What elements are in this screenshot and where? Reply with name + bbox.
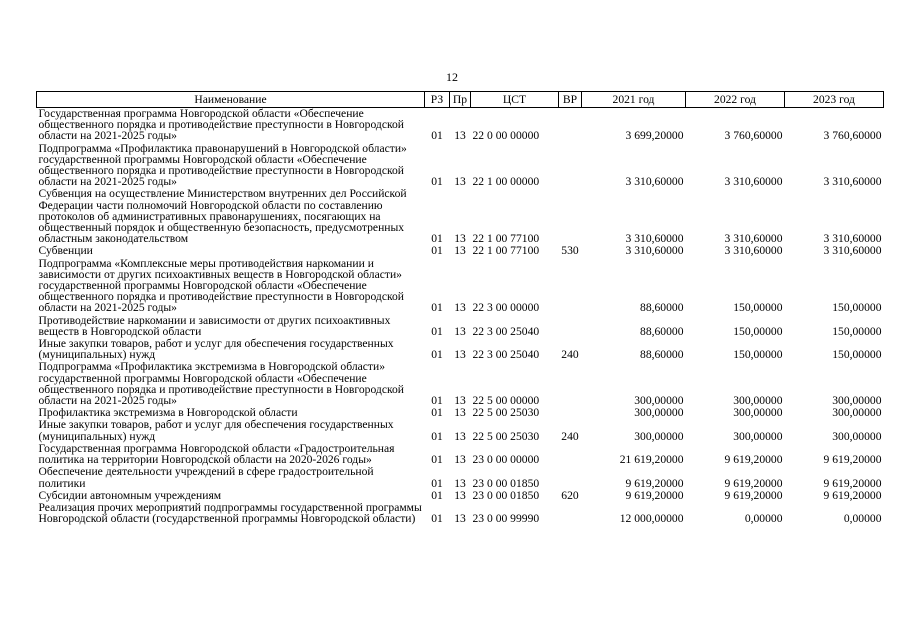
- row-rz: 01: [431, 512, 443, 526]
- row-name: Иные закупки товаров, работ и услуг для обеспечения государственных (муниципальных) нужд: [38, 418, 394, 443]
- row-2022: 300,00000: [733, 406, 783, 420]
- row-pr: 13: [454, 394, 466, 408]
- row-pr: 13: [454, 129, 466, 143]
- row-2021: 9 619,20000: [625, 488, 684, 502]
- row-pr: 13: [454, 406, 466, 420]
- row-name: Иные закупки товаров, работ и услуг для обеспечения государственных (муниципальных) нужд: [38, 337, 394, 362]
- row-2021: 3 699,20000: [625, 129, 684, 143]
- row-2023: 3 310,60000: [823, 244, 882, 258]
- row-pr: 13: [454, 244, 466, 258]
- header-vr: ВР: [559, 92, 582, 108]
- row-cst: 22 1 00 00000: [472, 175, 540, 189]
- budget-table: [36, 91, 884, 525]
- row-2021: 9 619,20000: [625, 476, 684, 490]
- row-name: Субвенции: [38, 244, 93, 258]
- row-pr: 13: [454, 476, 466, 490]
- row-2022: 300,00000: [733, 394, 783, 408]
- row-rz: 01: [431, 476, 443, 490]
- row-cst: 23 0 00 01850: [472, 488, 540, 502]
- row-2023: 9 619,20000: [823, 453, 882, 467]
- table-row: [37, 143, 884, 189]
- row-pr: 13: [454, 348, 466, 362]
- header-2023: 2023 год: [785, 92, 884, 108]
- row-name: Субсидии автономным учреждениям: [38, 488, 222, 502]
- row-cst: 23 0 00 01850: [472, 476, 540, 490]
- row-2021: 3 310,60000: [625, 175, 684, 189]
- row-rz: 01: [431, 453, 443, 467]
- row-2023: 150,00000: [832, 348, 882, 362]
- header-rz: РЗ: [425, 92, 450, 108]
- row-rz: 01: [431, 175, 443, 189]
- row-vr: [559, 258, 582, 315]
- row-2021: 21 619,20000: [619, 453, 684, 467]
- table-row: [37, 419, 884, 442]
- row-name: Подпрограмма «Профилактика правонарушений в Новгородской области» государственной программы Новгородской области «Обеспечение общественного порядка и противодействие преступности в Новгородской области на 2021-2025 годы»: [38, 141, 407, 189]
- row-pr: 13: [454, 453, 466, 467]
- row-2023: 300,00000: [832, 429, 882, 443]
- row-2021: 300,00000: [634, 406, 684, 420]
- row-2023: 3 310,60000: [823, 232, 882, 246]
- row-rz: 01: [431, 406, 443, 420]
- row-2022: 150,00000: [733, 301, 783, 315]
- row-cst: 22 3 00 25040: [472, 348, 540, 362]
- row-2023: 150,00000: [832, 301, 882, 315]
- row-pr: 13: [454, 175, 466, 189]
- row-vr: [559, 502, 582, 525]
- row-cst: 23 0 00 99990: [472, 512, 540, 526]
- row-cst: 22 5 00 25030: [472, 429, 540, 443]
- row-pr: 13: [454, 324, 466, 338]
- row-2022: 0,00000: [744, 512, 783, 526]
- table-row: [37, 338, 884, 361]
- row-2022: 3 310,60000: [724, 175, 783, 189]
- row-vr: [559, 315, 582, 338]
- row-pr: 13: [454, 301, 466, 315]
- table-header-row: [37, 92, 884, 108]
- row-2021: 88,60000: [640, 301, 684, 315]
- row-name: Реализация прочих мероприятий подпрограммы государственной программы Новгородской области (государственной программы Новгородской области): [38, 500, 422, 526]
- row-vr: [559, 143, 582, 189]
- row-vr: 620: [561, 488, 579, 502]
- row-2023: 300,00000: [832, 394, 882, 408]
- row-cst: 22 0 00 00000: [472, 129, 540, 143]
- row-vr: [559, 108, 582, 143]
- row-2022: 9 619,20000: [724, 453, 783, 467]
- row-2023: 9 619,20000: [823, 476, 882, 490]
- row-2022: 3 310,60000: [724, 244, 783, 258]
- row-rz: 01: [431, 244, 443, 258]
- row-2022: 300,00000: [733, 429, 783, 443]
- row-cst: 22 3 00 25040: [472, 324, 540, 338]
- row-cst: 22 5 00 00000: [472, 394, 540, 408]
- table-row: [37, 108, 884, 143]
- row-2021: 300,00000: [634, 429, 684, 443]
- row-vr: 240: [561, 348, 579, 362]
- row-pr: 13: [454, 512, 466, 526]
- row-2022: 3 760,60000: [724, 129, 783, 143]
- row-cst: 22 5 00 25030: [472, 406, 540, 420]
- header-pr: Пр: [450, 92, 471, 108]
- row-2022: 150,00000: [733, 348, 783, 362]
- row-2023: 3 310,60000: [823, 175, 882, 189]
- row-2023: 9 619,20000: [823, 488, 882, 502]
- row-rz: 01: [431, 429, 443, 443]
- row-cst: 22 3 00 00000: [472, 301, 540, 315]
- row-rz: 01: [431, 348, 443, 362]
- table-row: [37, 258, 884, 315]
- row-2021: 12 000,00000: [619, 512, 684, 526]
- row-rz: 01: [431, 129, 443, 143]
- table-row: [37, 188, 884, 245]
- row-vr: [559, 443, 582, 466]
- row-2022: 9 619,20000: [724, 488, 783, 502]
- header-cst: ЦСТ: [471, 92, 559, 108]
- row-rz: 01: [431, 324, 443, 338]
- row-2021: 300,00000: [634, 394, 684, 408]
- table-row: [37, 466, 884, 489]
- row-name: Противодействие наркомании и зависимости от других психоактивных веществ в Новгородской области: [38, 313, 391, 338]
- row-rz: 01: [431, 394, 443, 408]
- row-2023: 0,00000: [843, 512, 882, 526]
- row-pr: 13: [454, 488, 466, 502]
- row-2022: 9 619,20000: [724, 476, 783, 490]
- page-number: 12: [446, 70, 458, 84]
- row-vr: [559, 407, 582, 419]
- row-vr: [559, 361, 582, 407]
- row-pr: 13: [454, 232, 466, 246]
- table-row: [37, 361, 884, 407]
- row-2021: 88,60000: [640, 324, 684, 338]
- row-name: Обеспечение деятельности учреждений в сфере градостроительной политики: [38, 465, 374, 490]
- row-2023: 3 760,60000: [823, 129, 882, 143]
- header-2021: 2021 год: [582, 92, 686, 108]
- table-row: [37, 502, 884, 525]
- row-name: Подпрограмма «Профилактика экстремизма в Новгородской области» государственной программы Новгородской области «Обеспечение общественного порядка и противодействие преступности в Новгородской области на 2021-2025 годы»: [38, 360, 405, 408]
- row-2023: 300,00000: [832, 406, 882, 420]
- row-name: Государственная программа Новгородской области «Обеспечение общественного порядка и противодействие преступности в Новгородской области на 2021-2025 годы»: [38, 107, 405, 143]
- row-rz: 01: [431, 232, 443, 246]
- row-name: Подпрограмма «Комплексные меры противодействия наркомании и зависимости от других психоактивных веществ в Новгородской области» государственной программы Новгородской области «Обеспечение общественного порядка и противодействие преступности в Новгородской области на 2021-2025 годы»: [38, 256, 405, 315]
- row-vr: 240: [561, 429, 579, 443]
- header-2022: 2022 год: [686, 92, 785, 108]
- row-vr: 530: [561, 244, 579, 258]
- row-vr: [559, 188, 582, 245]
- row-pr: 13: [454, 429, 466, 443]
- table-row: [37, 443, 884, 466]
- table-row: [37, 315, 884, 338]
- row-rz: 01: [431, 488, 443, 502]
- row-name: Субвенция на осуществление Министерством внутренних дел Российской Федерации части полномочий Новгородской области по составлению протоколов об административных правонарушениях, посягающих на общественный порядок и общественную безопасность, предусмотренных областным законодательством: [38, 187, 407, 246]
- row-2022: 3 310,60000: [724, 232, 783, 246]
- row-2021: 3 310,60000: [625, 244, 684, 258]
- row-name: Государственная программа Новгородской области «Градостроительная политика на территории Новгородской области на 2020-2026 годы»: [38, 441, 395, 467]
- row-cst: 22 1 00 77100: [472, 244, 540, 258]
- row-name: Профилактика экстремизма в Новгородской области: [38, 406, 298, 420]
- row-vr: [559, 466, 582, 489]
- row-2021: 88,60000: [640, 348, 684, 362]
- row-cst: 23 0 00 00000: [472, 453, 540, 467]
- header-name: Наименование: [37, 92, 425, 108]
- row-2023: 150,00000: [832, 324, 882, 338]
- table-row: [37, 245, 884, 257]
- row-cst: 22 1 00 77100: [472, 232, 540, 246]
- row-rz: 01: [431, 301, 443, 315]
- row-2022: 150,00000: [733, 324, 783, 338]
- row-2021: 3 310,60000: [625, 232, 684, 246]
